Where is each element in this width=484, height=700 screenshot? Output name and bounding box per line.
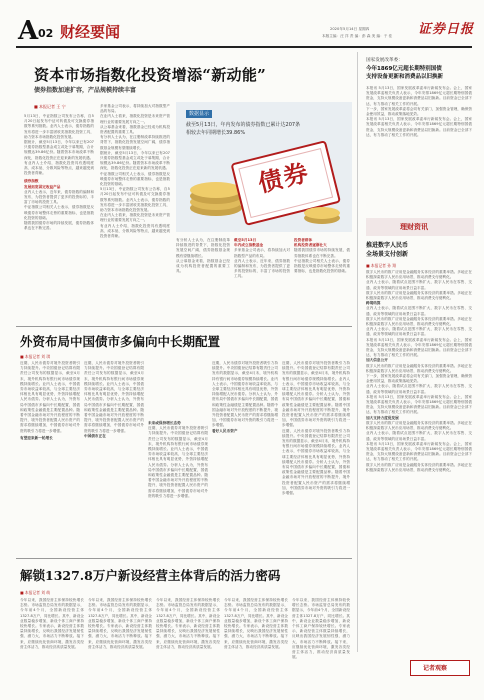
sidebar-para: 业内人士表示，随着试点范围不断扩大，数字人民币在零售、交通、政务等领域的应用场景日益丰富。 xyxy=(366,384,472,394)
lead-article xyxy=(16,52,352,322)
sidebar-para: 本报讯 5月13日，国家发展改革委举行新闻发布会。会上，国家发展改革委相关负责人表示，今年安排1869亿元超长期特别国债资金，支持大规模设备更新和消费品以旧换新。目前资金已全部下达，有力推动了相关工作的开展。 xyxy=(366,394,472,415)
sidebar-para: 数字人民币的推广应用是金融服务实体经济的重要举措。多地正在积极探索数字人民币应用场景，推动消费支付便利化。 xyxy=(366,462,472,472)
bond-stamp-text: 债券 xyxy=(255,157,313,198)
lead-para: 中证指数公司相关人士表示，债券指数是反映债券市场整体走势的重要指标，也是指数化投资的基础。 xyxy=(100,171,170,187)
article3-headline: 解锁1327.8万户新设经营主体背后的活力密码 xyxy=(20,568,281,583)
sidebar-headline: 推进数字人民币 xyxy=(366,242,409,249)
lead-subtitle: 截至5月13日 xyxy=(234,238,257,242)
sidebar-para: 本报讯 5月13日，国家发展改革委举行新闻发布会。会上，国家发展改革委相关负责人表示，今年安排1869亿元超长期特别国债资金，支持大规模设备更新和消费品以旧换新。目前资金已全部下达，有力推动了相关工作的开展。 xyxy=(366,117,472,137)
article3-para: 今年以来，我国经营主体保持较快增长态势。市场监管总局发布的数据显示，今年前4个月，全国新设经营主体1327.8万户，同比增长。其中，新设企业数量稳步增加，新设个体工商户保持较快增长。专家表示，新设经营主体数量持续增长，反映出我国经济发展韧性强、潜力大，市场活力不断释放。接下来，应继续优化营商环境，激发各类经营主体活力，推动经济高质量发展。 xyxy=(88,598,152,649)
lead-para: 有业内人士介绍，指数化投资具有透明度高、成本低、分散风险等特点，越来越受到投资者青睐。 xyxy=(100,223,170,239)
sidebar-para: 本报讯 5月13日，国家发展改革委举行新闻发布会。会上，国家发展改革委相关负责人表示，今年安排1869亿元超长期特别国债资金，支持大规模设备更新和消费品以旧换新。目前资金已全部下达，有力推动了相关工作的开展。 xyxy=(366,337,472,358)
masthead-rule xyxy=(16,46,472,48)
article-2 xyxy=(16,328,352,554)
data-line2: 相较去年同期增长39.86% xyxy=(186,130,246,136)
sidebar-teaser xyxy=(366,218,474,236)
lead-para: 有分析人士认为，在注册制改革持续推进的背景下，指数化投资发展空间广阔，债券指数基金规模有望继续增长。 xyxy=(176,238,230,258)
sidebar-para: 数字人民币的推广应用是金融服务实体经济的重要举措。多地正在积极探索数字人民币应用场景，推动消费支付便利化。 xyxy=(366,363,472,373)
article2-col xyxy=(212,361,278,551)
lead-subtitle: 投资者群体 xyxy=(294,238,313,242)
article2-subtitle: 看好人民币资产 xyxy=(212,428,238,433)
lead-para: 有分析人士认为，在注册制改革持续推进的背景下，指数化投资发展空间广阔，债券指数基金规模有望继续增长。 xyxy=(100,135,170,150)
lead-col4 xyxy=(234,238,290,318)
sidebar-subtitle: 跨境结算 xyxy=(366,301,381,306)
sidebar-para: 数字人民币的推广应用是金融服务实体经济的重要举措。多地正在积极探索数字人民币应用场景，推动消费支付便利化。 xyxy=(366,270,472,280)
article3-col xyxy=(20,598,84,690)
sidebar-subtitle: 加大支持力度促发展 xyxy=(366,415,399,420)
data-graphic xyxy=(176,102,352,232)
lead-para: 随着我国债券市场的持续发展，债券指数体系也在不断完善。 xyxy=(24,221,94,231)
lead-para: 业内人士表示，近年来，债券指数的编制和发布，为投资者提供了更多的投资标的，丰富了市场的投资工具。 xyxy=(234,258,290,279)
sidebar-para: 下一步，国家发展改革委将会同有关部门，加强资金管理，确保资金使用效益，推动政策落地见效。 xyxy=(366,106,472,117)
lead-para: 在业内人士看来，指数化投资是未来资产管理行业的重要发展方向之一。 xyxy=(100,114,170,124)
sidebar-headline: 支持设备更新和消费品以旧换新 xyxy=(366,74,444,80)
article2-col xyxy=(84,361,144,551)
article3-para: 今年以来，我国经营主体保持较快增长态势。市场监管总局发布的数据显示，今年前4个月，全国新设经营主体1327.8万户，同比增长。其中，新设企业数量稳步增加，新设个体工商户保持较快增长。专家表示，新设经营主体数量持续增长，反映出我国经济发展韧性强、潜力大，市场活力不断释放。接下来，应继续优化营商环境，激发各类经营主体活力，推动经济高质量发展。 xyxy=(20,598,84,649)
lead-headline: 资本市场指数化投资增添“新动能” xyxy=(34,66,267,84)
masthead-date: 2020年5月14日 星期四 xyxy=(330,27,370,31)
lead-para: 有业内人士介绍，指数化投资具有透明度高、成本低、分散风险等特点，越来越受到投资者青睐。 xyxy=(24,160,94,176)
lead-para: 业内人士表示，近年来，债券指数的编制和发布，为投资者提供了更多的投资标的，丰富了市场的投资工具。 xyxy=(24,189,94,205)
article2-para: 近期，人民币债券对境外投资者吸引力持续提升。中央国债登记结算有限责任公司发布的数据显示，截至4月末，境外机构持有银行间市场债券规模持续增长。业内人士表示，中国债券市场收益率较高，与全球主要经济体相比具有明显优势，外资持续增配人民币债券。分析人士认为，外资布局中国债市多偏向中长期配置，国债和政策性金融债是主要配置品种。随着中国金融市场对外开放程度的不断提升，境外投资者配置人民币资产的需求将继续增加，中国债券市场对外资的吸引力将进一步增强。 xyxy=(84,361,144,433)
lead-para: 在业内人士看来，指数化投资是未来资产管理行业的重要发展方向之一。 xyxy=(100,213,170,223)
sidebar-body-2 xyxy=(366,270,472,694)
sidebar-para: 业内人士表示，随着试点范围不断扩大，数字人民币在零售、交通、政务等领域的应用场景日益丰富。 xyxy=(366,280,472,290)
sidebar-para: 数字人民币的推广应用是金融服务实体经济的重要举措。多地正在积极探索数字人民币应用场景，推动消费支付便利化。 xyxy=(366,290,472,301)
sidebar-headline: 全场景支付创新 xyxy=(366,251,409,258)
article-3 xyxy=(16,560,352,694)
lead-subtitle: 机构投资者逐渐壮大 xyxy=(294,243,327,248)
column-badge xyxy=(410,660,470,676)
data-line1: 截至5月13日，年内发布的债券指数已累计达207条 xyxy=(186,122,301,128)
lead-subtitle: 债券指数 xyxy=(24,179,39,184)
article2-col xyxy=(282,361,350,551)
lead-subhead: 债券指数加速扩容，产品规模持续丰富 xyxy=(34,87,137,94)
lead-col3 xyxy=(176,238,230,318)
section-title: 财经要闻 xyxy=(60,23,121,41)
page-number: 02 xyxy=(38,27,54,40)
article2-para: 近期，人民币债券对境外投资者吸引力持续提升。中央国债登记结算有限责任公司发布的数据显示，截至4月末，境外机构持有银行间市场债券规模持续增长。业内人士表示，中国债券市场收益率较高，与全球主要经济体相比具有明显优势，外资持续增配人民币债券。分析人士认为，外资布局中国债市多偏向中长期配置，国债和政策性金融债是主要配置品种。随着中国金融市场对外开放程度的不断提升，境外投资者配置人民币资产的需求将继续增加，中国债券市场对外资的吸引力将进一步增强。 xyxy=(212,361,278,428)
article3-col xyxy=(156,598,220,690)
lead-para: 5月13日，中证指数公司发布公告称，自5月20日起发布中证可转债及可交换债券指数等系列指数。业内人士表示，债券指数的发布将进一步丰富固收类指数化投资工具，助力资本市场指数化投资发展。 xyxy=(24,114,94,139)
lead-subtitle: 年内成立指数基金 xyxy=(234,243,264,248)
article2-para: 近期，人民币债券对境外投资者吸引力持续提升。中央国债登记结算有限责任公司发布的数据显示，截至4月末，境外机构持有银行间市场债券规模持续增长。业内人士表示，中国债券市场收益率较高，与全球主要经济体相比具有明显优势，外资持续增配人民币债券。分析人士认为，外资布局中国债市多偏向中长期配置，国债和政策性金融债是主要配置品种。随着中国金融市场对外开放程度的不断提升，境外投资者配置人民币资产的需求将继续增加，中国债券市场对外资的吸引力将进一步增强。 xyxy=(282,428,350,496)
lead-para: 据统计，截至5月13日，今年以来已有207只债券指数型基金成立或处于募集期，合计规模达39.86亿份。随着资本市场改革不断深化，指数化投资正在迎来新的发展机遇。 xyxy=(24,140,94,160)
article3-para: 今年以来，我国经营主体保持较快增长态势。市场监管总局发布的数据显示，今年前4个月，全国新设经营主体1327.8万户，同比增长。其中，新设企业数量稳步增加，新设个体工商户保持较快增长。专家表示，新设经营主体数量持续增长，反映出我国经济发展韧性强、潜力大，市场活力不断释放。接下来，应继续优化营商环境，激发各类经营主体活力，推动经济高质量发展。 xyxy=(224,598,288,649)
lead-col2 xyxy=(100,104,170,320)
article2-para: 近期，人民币债券对境外投资者吸引力持续提升。中央国债登记结算有限责任公司发布的数据显示，截至4月末，境外机构持有银行间市场债券规模持续增长。业内人士表示，中国债券市场收益率较高，与全球主要经济体相比具有明显优势，外资持续增配人民币债券。分析人士认为，外资布局中国债市多偏向中长期配置，国债和政策性金融债是主要配置品种。随着中国金融市场对外开放程度的不断提升，境外投资者配置人民币资产的需求将继续增加，中国债券市场对外资的吸引力将进一步增强。 xyxy=(282,361,350,428)
sidebar-para: 本报讯 5月13日，国家发展改革委举行新闻发布会。会上，国家发展改革委相关负责人表示，今年安排1869亿元超长期特别国债资金，支持大规模设备更新和消费品以旧换新。目前资金已全部下达，有力推动了相关工作的开展。 xyxy=(366,86,472,106)
article3-byline: ■ 本报记者 刘 萌 xyxy=(20,590,50,595)
article2-subtitle: 未来或保持增长态势 xyxy=(148,421,181,425)
lead-subtitle: 发展拓宽固定收益产品 xyxy=(24,184,61,189)
page-letter: A xyxy=(18,16,39,46)
article3-para: 今年以来，我国经营主体保持较快增长态势。市场监管总局发布的数据显示，今年前4个月，全国新设经营主体1327.8万户，同比增长。其中，新设企业数量稳步增加，新设个体工商户保持较快增长。专家表示，新设经营主体数量持续增长，反映出我国经济发展韧性强、潜力大，市场活力不断释放。接下来，应继续优化营商环境，激发各类经营主体活力，推动经济高质量发展。 xyxy=(156,598,220,649)
lead-col1 xyxy=(24,114,94,319)
section-rule xyxy=(16,326,352,327)
sidebar-subtitle: 加大信息公开 xyxy=(366,358,388,363)
sidebar-title: 国家发展改革委： xyxy=(366,58,403,63)
lead-byline: ■ 本报记者 王 宁 xyxy=(34,104,66,109)
sidebar-para: 下一步，国家发展改革委将会同有关部门，加强资金管理，确保资金使用效益，推动政策落地见效。 xyxy=(366,374,472,384)
data-label-badge: 数据显示 xyxy=(186,110,212,118)
lead-para: 从公募基金来看，指数基金已经成为机构投资者配置的重要工具。 xyxy=(100,124,170,135)
article2-headline: 外资布局中国债市多偏向中长期配置 xyxy=(20,334,221,349)
lead-para: 随着我国债券市场的持续发展，债券指数体系也在不断完善。 xyxy=(294,248,350,258)
article2-byline: ■ 本报记者 刘 琪 xyxy=(20,354,50,359)
sidebar-byline: ■ 本报记者 孙 翔 xyxy=(366,263,396,268)
lead-para: 中证指数公司相关人士表示，债券指数是反映债券市场整体走势的重要指标，也是指数化投资的基础。 xyxy=(294,258,350,274)
sidebar-para: 数字人民币的推广应用是金融服务实体经济的重要举措。多地正在积极探索数字人民币应用场景，推动消费支付便利化。 xyxy=(366,420,472,431)
sidebar-para: 业内人士表示，随着试点范围不断扩大，数字人民币在零售、交通、政务等领域的应用场景日益丰富。 xyxy=(366,431,472,441)
sidebar-para: 业内人士表示，随着试点范围不断扩大，数字人民币在零售、交通、政务等领域的应用场景日益丰富。 xyxy=(366,327,472,337)
article3-col xyxy=(292,598,350,690)
lead-para: 多家基金公司表示，将持续加大对指数型产品的布局。 xyxy=(234,248,290,258)
article2-para: 近期，人民币债券对境外投资者吸引力持续提升。中央国债登记结算有限责任公司发布的数据显示，截至4月末，境外机构持有银行间市场债券规模持续增长。业内人士表示，中国债券市场收益率较高，与全球主要经济体相比具有明显优势，外资持续增配人民币债券。分析人士认为，外资布局中国债市多偏向中长期配置，国债和政策性金融债是主要配置品种。随着中国金融市场对外开放程度的不断提升，境外投资者配置人民币资产的需求将继续增加，中国债券市场对外资的吸引力将进一步增强。 xyxy=(20,361,80,433)
article2-col xyxy=(20,361,80,551)
column-badge-label: 记者观察 xyxy=(423,665,448,672)
sidebar xyxy=(362,52,474,652)
sidebar-body xyxy=(366,86,472,214)
column-divider xyxy=(357,52,358,652)
lead-para: 从公募基金来看，指数基金已经成为机构投资者配置的重要工具。 xyxy=(176,258,230,274)
article2-para: 近期，人民币债券对境外投资者吸引力持续提升。中央国债登记结算有限责任公司发布的数据显示，截至4月末，境外机构持有银行间市场债券规模持续增长。业内人士表示，中国债券市场收益率较高，与全球主要经济体相比具有明显优势，外资持续增配人民币债券。分析人士认为，外资布局中国债市多偏向中长期配置，国债和政策性金融债是主要配置品种。随着中国金融市场对外开放程度的不断提升，境外投资者配置人民币资产的需求将继续增加，中国债券市场对外资的吸引力将进一步增强。 xyxy=(148,426,208,498)
article3-col xyxy=(224,598,288,690)
sidebar-para: 业内人士表示，随着试点范围不断扩大，数字人民币在零售、交通、政务等领域的应用场景日益丰富。 xyxy=(366,306,472,316)
teaser-label: 理财资讯 xyxy=(400,223,428,231)
newspaper-logo: 证券日报 xyxy=(418,22,475,37)
lead-para: 据统计，截至5月13日，今年以来已有207只债券指数型基金成立或处于募集期，合计规模达39.86亿份。随着资本市场改革不断深化，指数化投资正在迎来新的发展机遇。 xyxy=(100,150,170,171)
lead-col5 xyxy=(294,238,350,318)
lead-para: 中证指数公司相关人士表示，债券指数是反映债券市场整体走势的重要指标，也是指数化投资的基础。 xyxy=(24,205,94,220)
section-rule xyxy=(16,558,352,559)
article3-para: 今年以来，我国经营主体保持较快增长态势。市场监管总局发布的数据显示，今年前4个月，全国新设经营主体1327.8万户，同比增长。其中，新设企业数量稳步增加，新设个体工商户保持较快增长。专家表示，新设经营主体数量持续增长，反映出我国经济发展韧性强、潜力大，市场活力不断释放。接下来，应继续优化营商环境，激发各类经营主体活力，推动经济高质量发展。 xyxy=(292,598,350,660)
lead-para: 多家基金公司表示，将持续加大对指数型产品的布局。 xyxy=(100,104,170,114)
article2-col xyxy=(148,361,208,551)
article3-col xyxy=(88,598,152,690)
sidebar-headline: 今年1869亿元超长期特别国债 xyxy=(366,66,442,72)
sidebar-para: 数字人民币的推广应用是金融服务实体经济的重要举措。多地正在积极探索数字人民币应用场景，推动消费支付便利化。 xyxy=(366,316,472,327)
sidebar-para: 本报讯 5月13日，国家发展改革委举行新闻发布会。会上，国家发展改革委相关负责人表示，今年安排1869亿元超长期特别国债资金，支持大规模设备更新和消费品以旧换新。目前资金已全部下达，有力推动了相关工作的开展。 xyxy=(366,441,472,462)
article2-subtitle: 中国债市正在 xyxy=(84,433,106,438)
article2-subtitle: 有望迎来新一轮增长 xyxy=(20,435,53,440)
masthead-editors: 本版主编：汪 洋 责 编：彭 森 美 编：于 佳 xyxy=(322,34,393,38)
masthead xyxy=(0,0,484,52)
lead-para: 5月13日，中证指数公司发布公告称，自5月20日起发布中证可转债及可交换债券指数等系列指数。业内人士表示，债券指数的发布将进一步丰富固收类指数化投资工具，助力资本市场指数化投资发展。 xyxy=(100,187,170,213)
